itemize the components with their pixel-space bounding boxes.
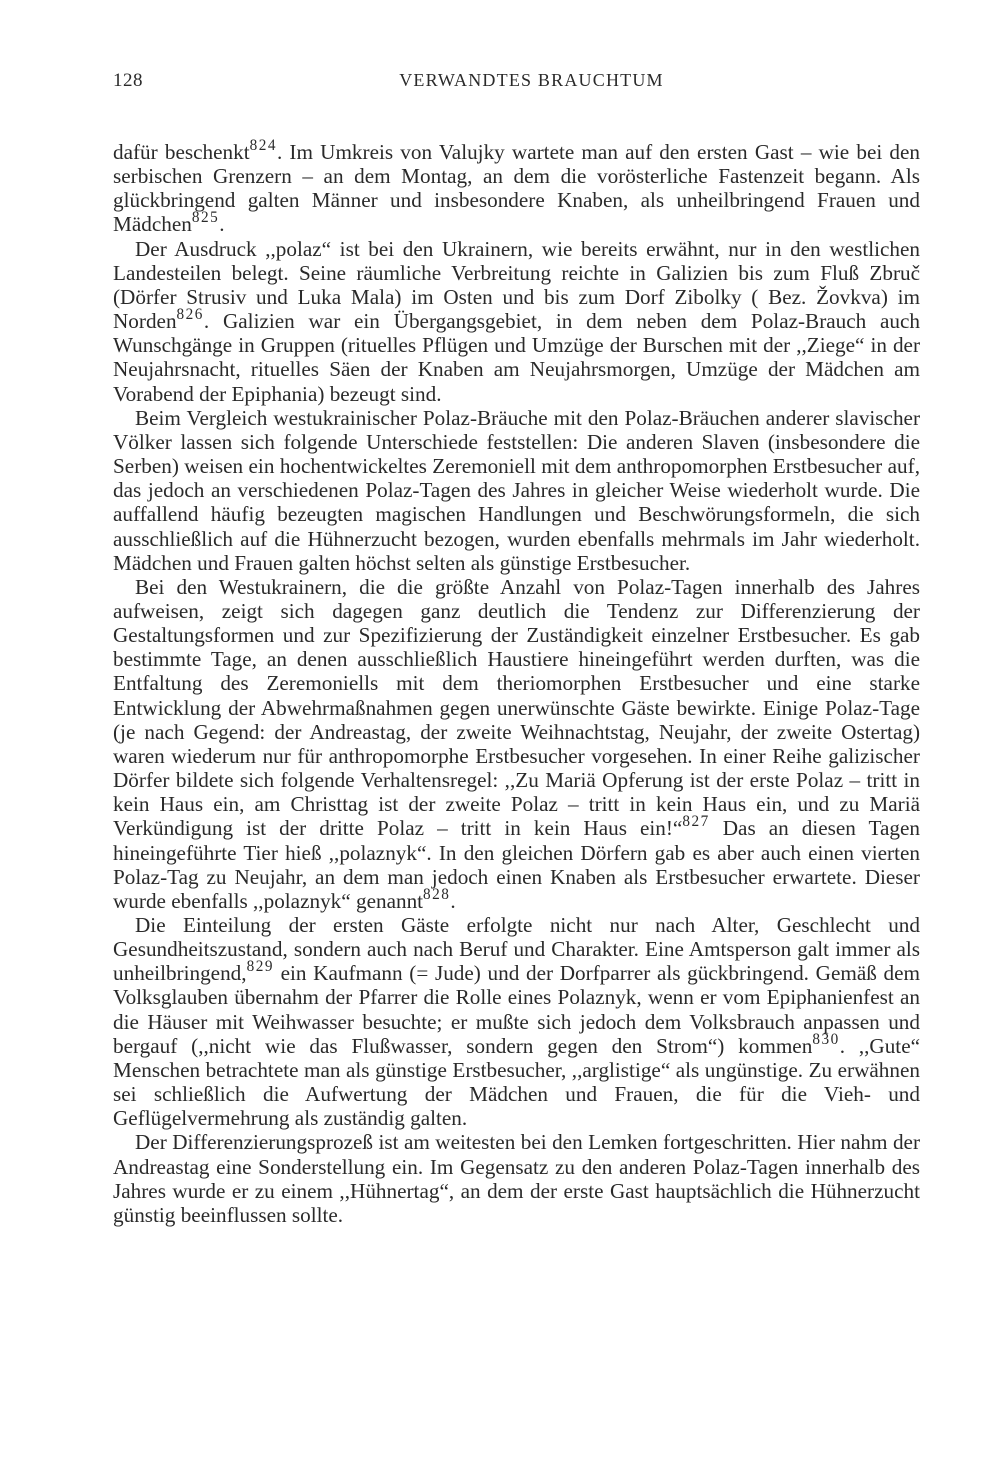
page-number: 128 (113, 70, 143, 91)
footnote-marker: 830 (812, 1030, 840, 1048)
footnote-marker: 824 (249, 137, 277, 155)
footnote-marker: 826 (176, 306, 204, 324)
text-run: Beim Vergleich westukrainischer Polaz-Bräuche mit den Polaz-Bräuchen anderer slavischer Völker lassen sich folgende Unterschiede feststellen: Die anderen Slaven (insbesondere die Serben) weisen ein hochentwickeltes Zeremoniell mit dem anthropomorphen Erstbesucher auf, das jedoch an verschiedenen Polaz-Tagen des Jahres in gleicher Weise wiederholt wurde. Die auffallend häufig bezeugten magischen Handlungen und Beschwörungsformeln, die sich ausschließlich auf die Hühnerzucht bezogen, wurden ebenfalls mehrmals im Jahr wiederholt. Mädchen und Frauen galten höchst selten als günstige Erstbesucher. (113, 405, 920, 575)
footnote-marker: 825 (191, 209, 220, 227)
paragraph (113, 575, 920, 913)
text-run: Der Differenzierungsprozeß ist am weitesten bei den Lemken fortgeschritten. Hier nahm der Andreastag eine Sonderstellung ein. Im Gegensatz zu den anderen Polaz-Tagen innerhalb des Jahres wurde er zu einem ,,Hühnertag“, an dem der erste Gast hauptsächlich die Hühnerzucht günstig beeinflussen sollte. (113, 1130, 920, 1227)
text-run: . (450, 888, 456, 913)
text-run: . Im Umkreis von Valujky wartete man auf den ersten Gast – wie bei den serbischen Grenzern – an dem Montag, an dem die vorösterliche Fastenzeit begann. Als glückbringend galten Männer und insbesondere Knaben, als unheilbringend Frauen und Mädchen (113, 140, 920, 237)
text-run: Die Einteilung der ersten Gäste erfolgte nicht nur nach Alter, Geschlecht und Gesundheitszustand, sondern auch nach Beruf und Charakter. Eine Amtsperson galt immer als unheilbringend, (113, 913, 920, 986)
paragraph (113, 237, 920, 406)
running-title: VERWANDTES BRAUCHTUM (399, 70, 664, 90)
text-run: ein Kaufmann (= Jude) und der Dorfparrer als gückbringend. Gemäß dem Volksglauben übernahm der Pfarrer die Rolle eines Polaznyk, wenn er vom Epiphanienfest an die Häuser mit Weihwasser besuchte; er mußte sich jedoch dem Volksbrauch anpassen und bergauf (,,nicht wie das Flußwasser, sondern gegen den Strom“) kommen (113, 961, 920, 1058)
text-run: Das an diesen Tagen hineingeführte Tier hieß ,,polaznyk“. In den gleichen Dörfern gab es aber auch einen vierten Polaz-Tag zu Neujahr, an dem man jedoch einen Knaben als Erstbesucher erwartete. Dieser wurde ebenfalls ,,polaznyk“ genannt (113, 816, 921, 913)
text-run: dafür beschenkt (113, 140, 250, 164)
body-text (113, 137, 921, 1227)
page-header (113, 70, 920, 104)
text-run: Bei den Westukrainern, die die größte Anzahl von Polaz-Tagen innerhalb des Jahres aufweisen, zeigt sich dagegen ganz deutlich die Tendenz zur Differenzierung der Gestaltungsformen und zur Spezifizierung der Zuständigkeit einzelner Erstbesucher. Es gab bestimmte Tage, an denen ausschließlich Haustiere hineingeführt werden durften, was die Entfaltung des Zeremoniells mit dem theriomorphen Erstbesucher und eine starke Entwicklung der Abwehrmaßnahmen gegen unerwünschte Gäste bewirkte. Einige Polaz-Tage (je nach Gegend: der Andreastag, der zweite Weihnachtstag, Neujahr, der zweite Ostertag) waren wiederum nur für anthropomorphe Erstbesucher vorgesehen. In einer Reihe galizischer Dörfer bildete sich folgende Verhaltensregel: ,,Zu Mariä Opferung ist der erste Polaz – tritt in kein Haus ein, am Christtag ist der zweite Polaz – tritt in kein Haus ein, und zu Mariä Verkündigung ist der dritte Polaz – tritt in kein Haus ein!“ (113, 574, 920, 841)
paragraph (113, 406, 920, 575)
paragraph (113, 913, 920, 1130)
text-run: . Galizien war ein Übergangsgebiet, in dem neben dem Polaz-Brauch auch Wunschgänge in Gruppen (rituelles Pflügen und Umzüge der Burschen mit der ,,Ziege“ in der Neujahrsnacht, rituelles Säen der Knaben am Neujahrsmorgen, Umzüge der Mädchen am Vorabend der Epiphania) bezeugt sind. (113, 309, 920, 406)
footnote-marker: 829 (246, 958, 274, 976)
paragraph (113, 137, 920, 237)
paragraph (113, 1130, 920, 1227)
text-run: . ,,Gute“ Menschen betrachtete man als günstige Erstbesucher, ,,arglistige“ als ungünstige. Zu erwähnen sei schließlich die Aufwertung der Mädchen und Frauen, die für die Vieh- und Geflügelvermehrung als zuständig galten. (113, 1033, 921, 1131)
footnote-marker: 827 (682, 813, 710, 831)
footnote-marker: 828 (423, 886, 451, 903)
text-run: Der Ausdruck ,,polaz“ ist bei den Ukrainern, wie bereits erwähnt, nur in den westlichen Landesteilen belegt. Seine räumliche Verbreitung reichte in Galizien bis zum Fluß Zbruč (Dörfer Strusiv und Luka Mala) im Osten und bis zum Dorf Zibolky ( Bez. Žovkva) im Norden (113, 236, 920, 334)
text-run: . (219, 212, 225, 237)
